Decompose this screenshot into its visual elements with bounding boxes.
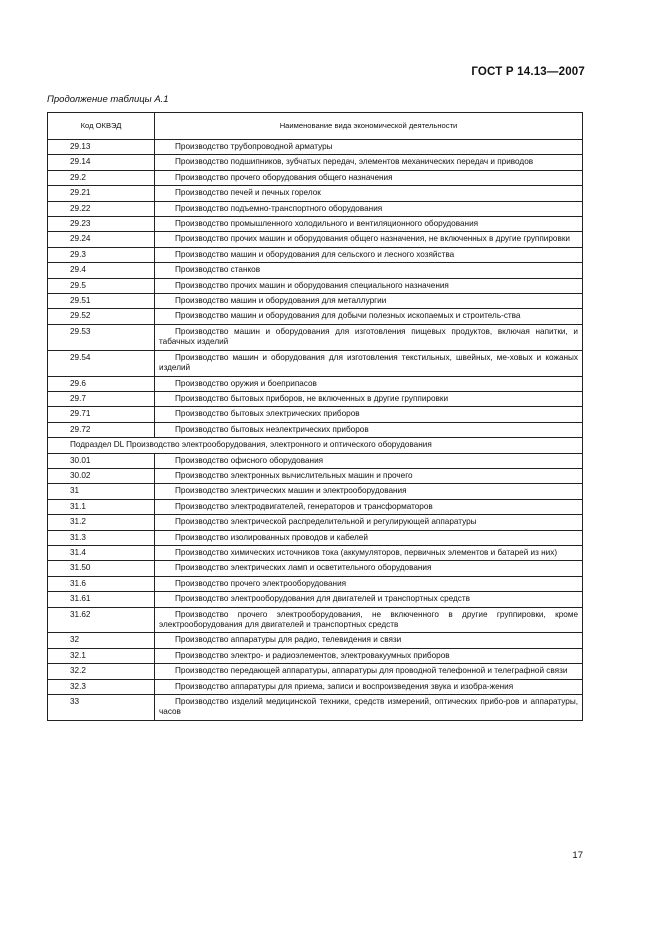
- table-row: [48, 468, 583, 483]
- okved-code: 31: [48, 484, 155, 499]
- activity-name: Производство машин и оборудования для сельского и лесного хозяйства: [155, 247, 583, 262]
- table-row: [48, 309, 583, 324]
- activity-name: Производство машин и оборудования для изготовления текстильных, швейных, ме-ховых и кожаных изделий: [155, 350, 583, 376]
- table-row: [48, 247, 583, 262]
- table-row: [48, 695, 583, 721]
- table-header-row: [48, 113, 583, 140]
- okved-code: 33: [48, 695, 155, 721]
- table-caption: Продолжение таблицы А.1: [47, 94, 169, 105]
- table-row: [48, 664, 583, 679]
- standard-designation: ГОСТ Р 14.13—2007: [471, 66, 585, 78]
- table-row: [48, 263, 583, 278]
- table-row: [48, 453, 583, 468]
- okved-code: 29.13: [48, 140, 155, 155]
- okved-code: 29.7: [48, 391, 155, 406]
- okved-code: 29.72: [48, 422, 155, 437]
- activity-name: Производство прочего электрооборудования: [155, 576, 583, 591]
- okved-code: 30.01: [48, 453, 155, 468]
- table-row: [48, 679, 583, 694]
- table-row: [48, 278, 583, 293]
- activity-name: Производство офисного оборудования: [155, 453, 583, 468]
- page-number: 17: [572, 850, 583, 861]
- activity-name: Производство машин и оборудования для металлургии: [155, 294, 583, 309]
- activity-name: Производство электрических машин и электрооборудования: [155, 484, 583, 499]
- table-row: [48, 648, 583, 663]
- activity-name: Производство изделий медицинской техники, средств измерений, оптических прибо-ров и аппаратуры, часов: [155, 695, 583, 721]
- activity-name: Производство прочего электрооборудования, не включенного в другие группировки, кроме электрооборудования для двигателей и транспортных средств: [155, 607, 583, 633]
- activity-name: Производство станков: [155, 263, 583, 278]
- table-row: [48, 561, 583, 576]
- okved-code: 31.4: [48, 545, 155, 560]
- activity-name: Производство машин и оборудования для добычи полезных ископаемых и строитель-ства: [155, 309, 583, 324]
- okved-code: 29.14: [48, 155, 155, 170]
- activity-name: Производство аппаратуры для радио, телевидения и связи: [155, 633, 583, 648]
- okved-code: 32.3: [48, 679, 155, 694]
- okved-code: 29.6: [48, 376, 155, 391]
- okved-code: 29.4: [48, 263, 155, 278]
- activity-name: Производство бытовых электрических приборов: [155, 407, 583, 422]
- activity-name: Производство оружия и боеприпасов: [155, 376, 583, 391]
- table-row: [48, 140, 583, 155]
- table-row: [48, 324, 583, 350]
- okved-code: 32.2: [48, 664, 155, 679]
- okved-code: 29.52: [48, 309, 155, 324]
- activity-name: Производство прочих машин и оборудования общего назначения, не включенных в другие группировки: [155, 232, 583, 247]
- table-row: [48, 186, 583, 201]
- table-row: [48, 499, 583, 514]
- okved-code: 29.23: [48, 217, 155, 232]
- table-row: [48, 232, 583, 247]
- column-header-name: Наименование вида экономической деятельности: [155, 113, 583, 140]
- okved-code: 31.50: [48, 561, 155, 576]
- activity-name: Производство передающей аппаратуры, аппаратуры для проводной телефонной и телеграфной связи: [155, 664, 583, 679]
- table-row: [48, 576, 583, 591]
- activity-name: Производство бытовых приборов, не включенных в другие группировки: [155, 391, 583, 406]
- activity-name: Производство подшипников, зубчатых передач, элементов механических передач и приводов: [155, 155, 583, 170]
- table-row: [48, 530, 583, 545]
- activity-name: Производство электродвигателей, генераторов и трансформаторов: [155, 499, 583, 514]
- table-row: [48, 545, 583, 560]
- okved-code: 29.22: [48, 201, 155, 216]
- okved-code: 29.51: [48, 294, 155, 309]
- okved-code: 31.2: [48, 515, 155, 530]
- activity-name: Производство химических источников тока (аккумуляторов, первичных элементов и батарей из них): [155, 545, 583, 560]
- okved-code: 31.61: [48, 592, 155, 607]
- activity-name: Производство электрических ламп и осветительного оборудования: [155, 561, 583, 576]
- activity-name: Производство машин и оборудования для изготовления пищевых продуктов, включая напитки, и табачных изделий: [155, 324, 583, 350]
- okved-code: 29.21: [48, 186, 155, 201]
- table-row: [48, 217, 583, 232]
- table-row: [48, 607, 583, 633]
- table-row: [48, 294, 583, 309]
- activity-name: Производство подъемно-транспортного оборудования: [155, 201, 583, 216]
- table-row: [48, 376, 583, 391]
- activity-name: Производство бытовых неэлектрических приборов: [155, 422, 583, 437]
- activity-name: Производство электро- и радиоэлементов, электровакуумных приборов: [155, 648, 583, 663]
- activity-name: Производство прочих машин и оборудования специального назначения: [155, 278, 583, 293]
- okved-code: 29.24: [48, 232, 155, 247]
- section-title: Подраздел DL Производство электрооборудования, электронного и оптического оборудования: [48, 438, 583, 453]
- okved-code: 29.5: [48, 278, 155, 293]
- table-row: [48, 391, 583, 406]
- okved-code: 30.02: [48, 468, 155, 483]
- section-row: [48, 438, 583, 453]
- okved-code: 31.1: [48, 499, 155, 514]
- table-body: [48, 140, 583, 721]
- okved-code: 29.53: [48, 324, 155, 350]
- table-row: [48, 592, 583, 607]
- okved-code: 32: [48, 633, 155, 648]
- okved-code: 31.6: [48, 576, 155, 591]
- okved-code: 29.2: [48, 170, 155, 185]
- table-row: [48, 422, 583, 437]
- table-row: [48, 407, 583, 422]
- table-row: [48, 170, 583, 185]
- column-header-code: Код ОКВЭД: [48, 113, 155, 140]
- okved-code: 31.62: [48, 607, 155, 633]
- activity-name: Производство электрической распределительной и регулирующей аппаратуры: [155, 515, 583, 530]
- activity-name: Производство прочего оборудования общего назначения: [155, 170, 583, 185]
- table-row: [48, 350, 583, 376]
- activity-name: Производство промышленного холодильного и вентиляционного оборудования: [155, 217, 583, 232]
- okved-code: 29.71: [48, 407, 155, 422]
- okved-code: 31.3: [48, 530, 155, 545]
- okved-code: 32.1: [48, 648, 155, 663]
- table-row: [48, 155, 583, 170]
- activity-name: Производство аппаратуры для приема, записи и воспроизведения звука и изобра-жения: [155, 679, 583, 694]
- activity-name: Производство изолированных проводов и кабелей: [155, 530, 583, 545]
- okved-table: [47, 112, 583, 721]
- activity-name: Производство трубопроводной арматуры: [155, 140, 583, 155]
- table-row: [48, 633, 583, 648]
- okved-code: 29.3: [48, 247, 155, 262]
- table-row: [48, 484, 583, 499]
- activity-name: Производство электронных вычислительных машин и прочего: [155, 468, 583, 483]
- okved-code: 29.54: [48, 350, 155, 376]
- table-row: [48, 201, 583, 216]
- activity-name: Производство печей и печных горелок: [155, 186, 583, 201]
- activity-name: Производство электрооборудования для двигателей и транспортных средств: [155, 592, 583, 607]
- table-row: [48, 515, 583, 530]
